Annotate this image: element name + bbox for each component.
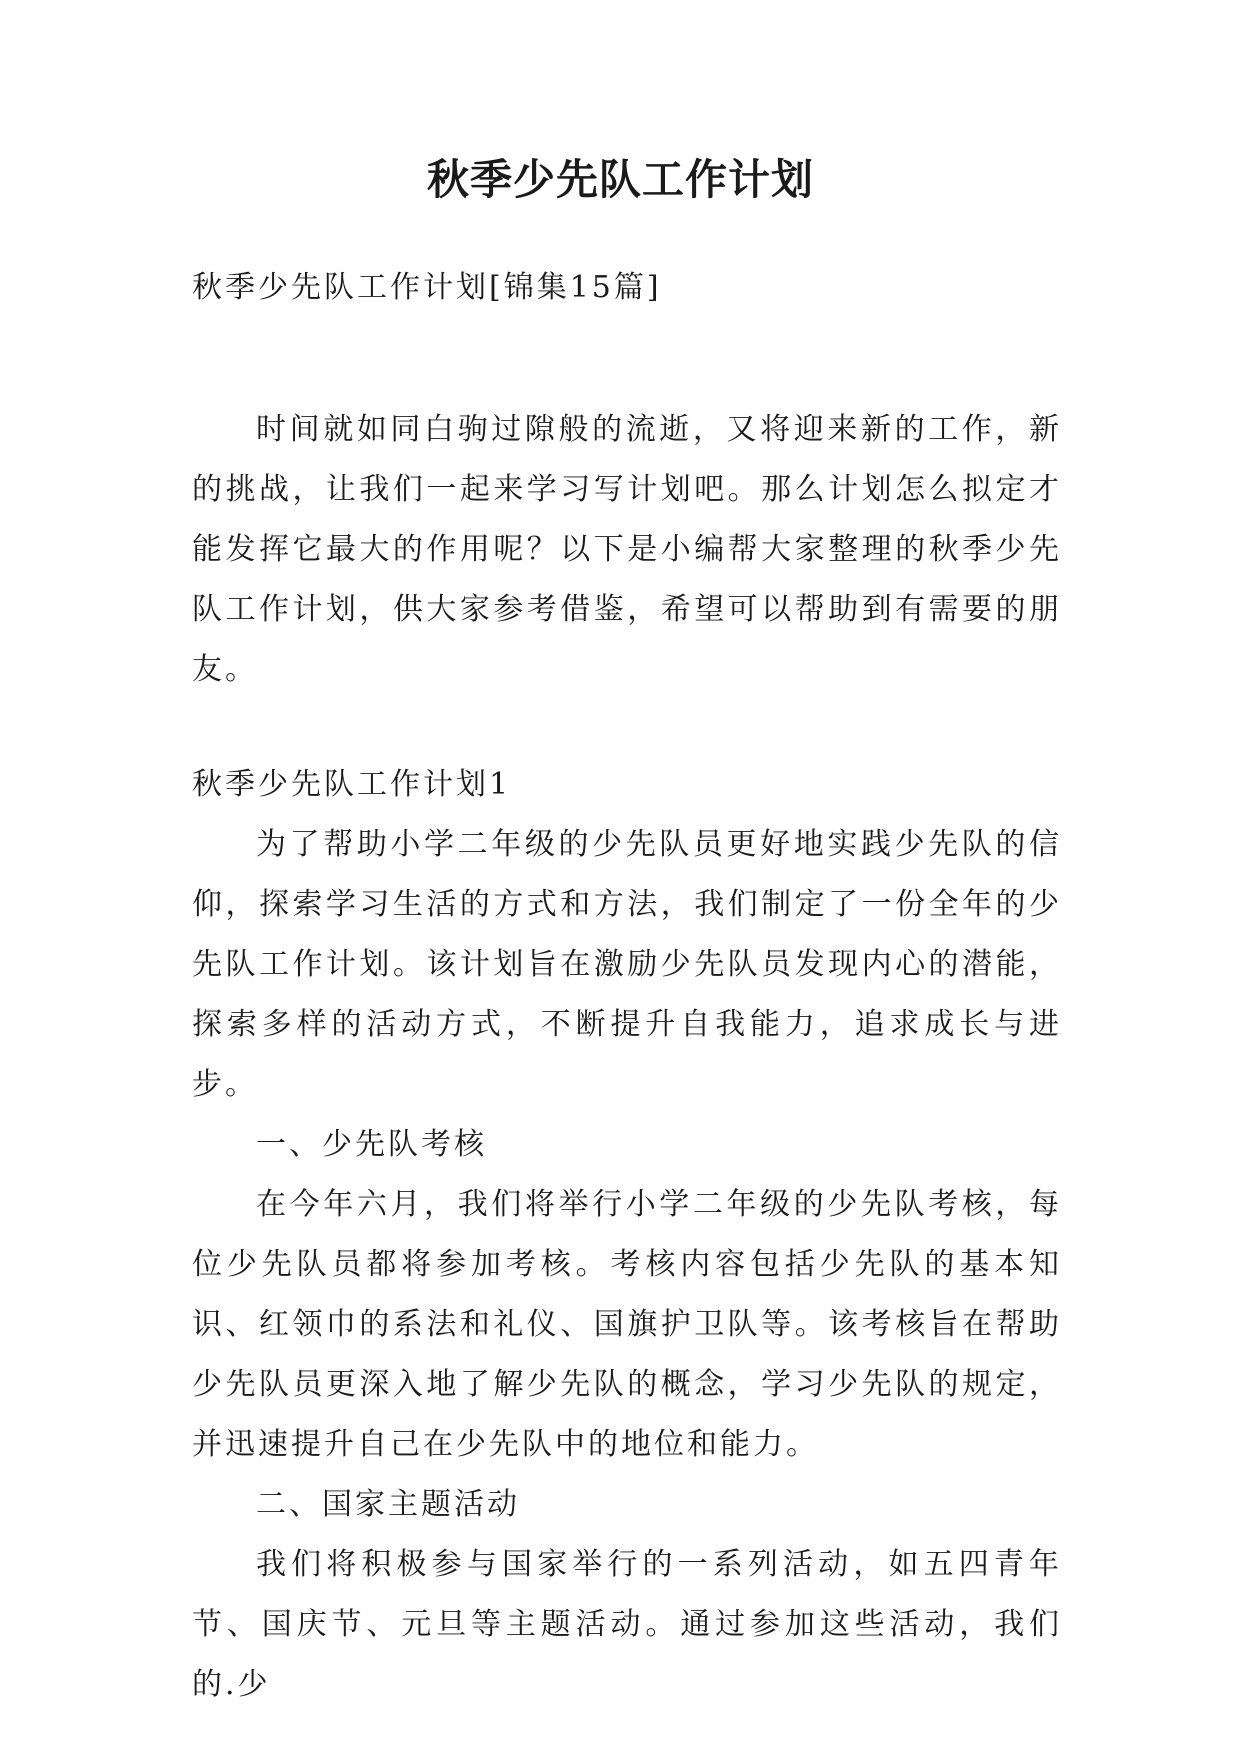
intro-paragraph: 时间就如同白驹过隙般的流逝，又将迎来新的工作，新的挑战，让我们一起来学习写计划吧。那么计划怎么拟定才能发挥它最大的作用呢？以下是小编帮大家整理的秋季少先队工作计划，供大家参考借鉴，希望可以帮助到有需要的朋友。 xyxy=(192,412,1062,687)
section-title: 秋季少先队工作计划1 xyxy=(192,767,512,802)
paragraph-purpose: 为了帮助小学二年级的少先队员更好地实践少先队的信仰，探索学习生活的方式和方法，我们制定了一份全年的少先队工作计划。该计划旨在激励少先队员发现内心的潜能，探索多样的活动方式，不断提升自我能力，追求成长与进步。 xyxy=(192,827,1062,1102)
document-subtitle: 秋季少先队工作计划[锦集15篇] xyxy=(192,270,662,305)
document-title: 秋季少先队工作计划 xyxy=(426,155,814,204)
heading-assessment: 一、少先队考核 xyxy=(256,1127,487,1162)
heading-national-activities: 二、国家主题活动 xyxy=(256,1487,520,1522)
paragraph-national-activities: 我们将积极参与国家举行的一系列活动，如五四青年节、国庆节、元旦等主题活动。通过参加这些活动，我们的.少 xyxy=(192,1547,1062,1702)
intro-section xyxy=(192,400,1062,700)
paragraph-assessment: 在今年六月，我们将举行小学二年级的少先队考核，每位少先队员都将参加考核。考核内容包括少先队的基本知识、红领巾的系法和礼仪、国旗护卫队等。该考核旨在帮助少先队员更深入地了解少先队的概念，学习少先队的规定，并迅速提升自己在少先队中的地位和能力。 xyxy=(192,1187,1062,1462)
section-body xyxy=(192,815,1062,1715)
